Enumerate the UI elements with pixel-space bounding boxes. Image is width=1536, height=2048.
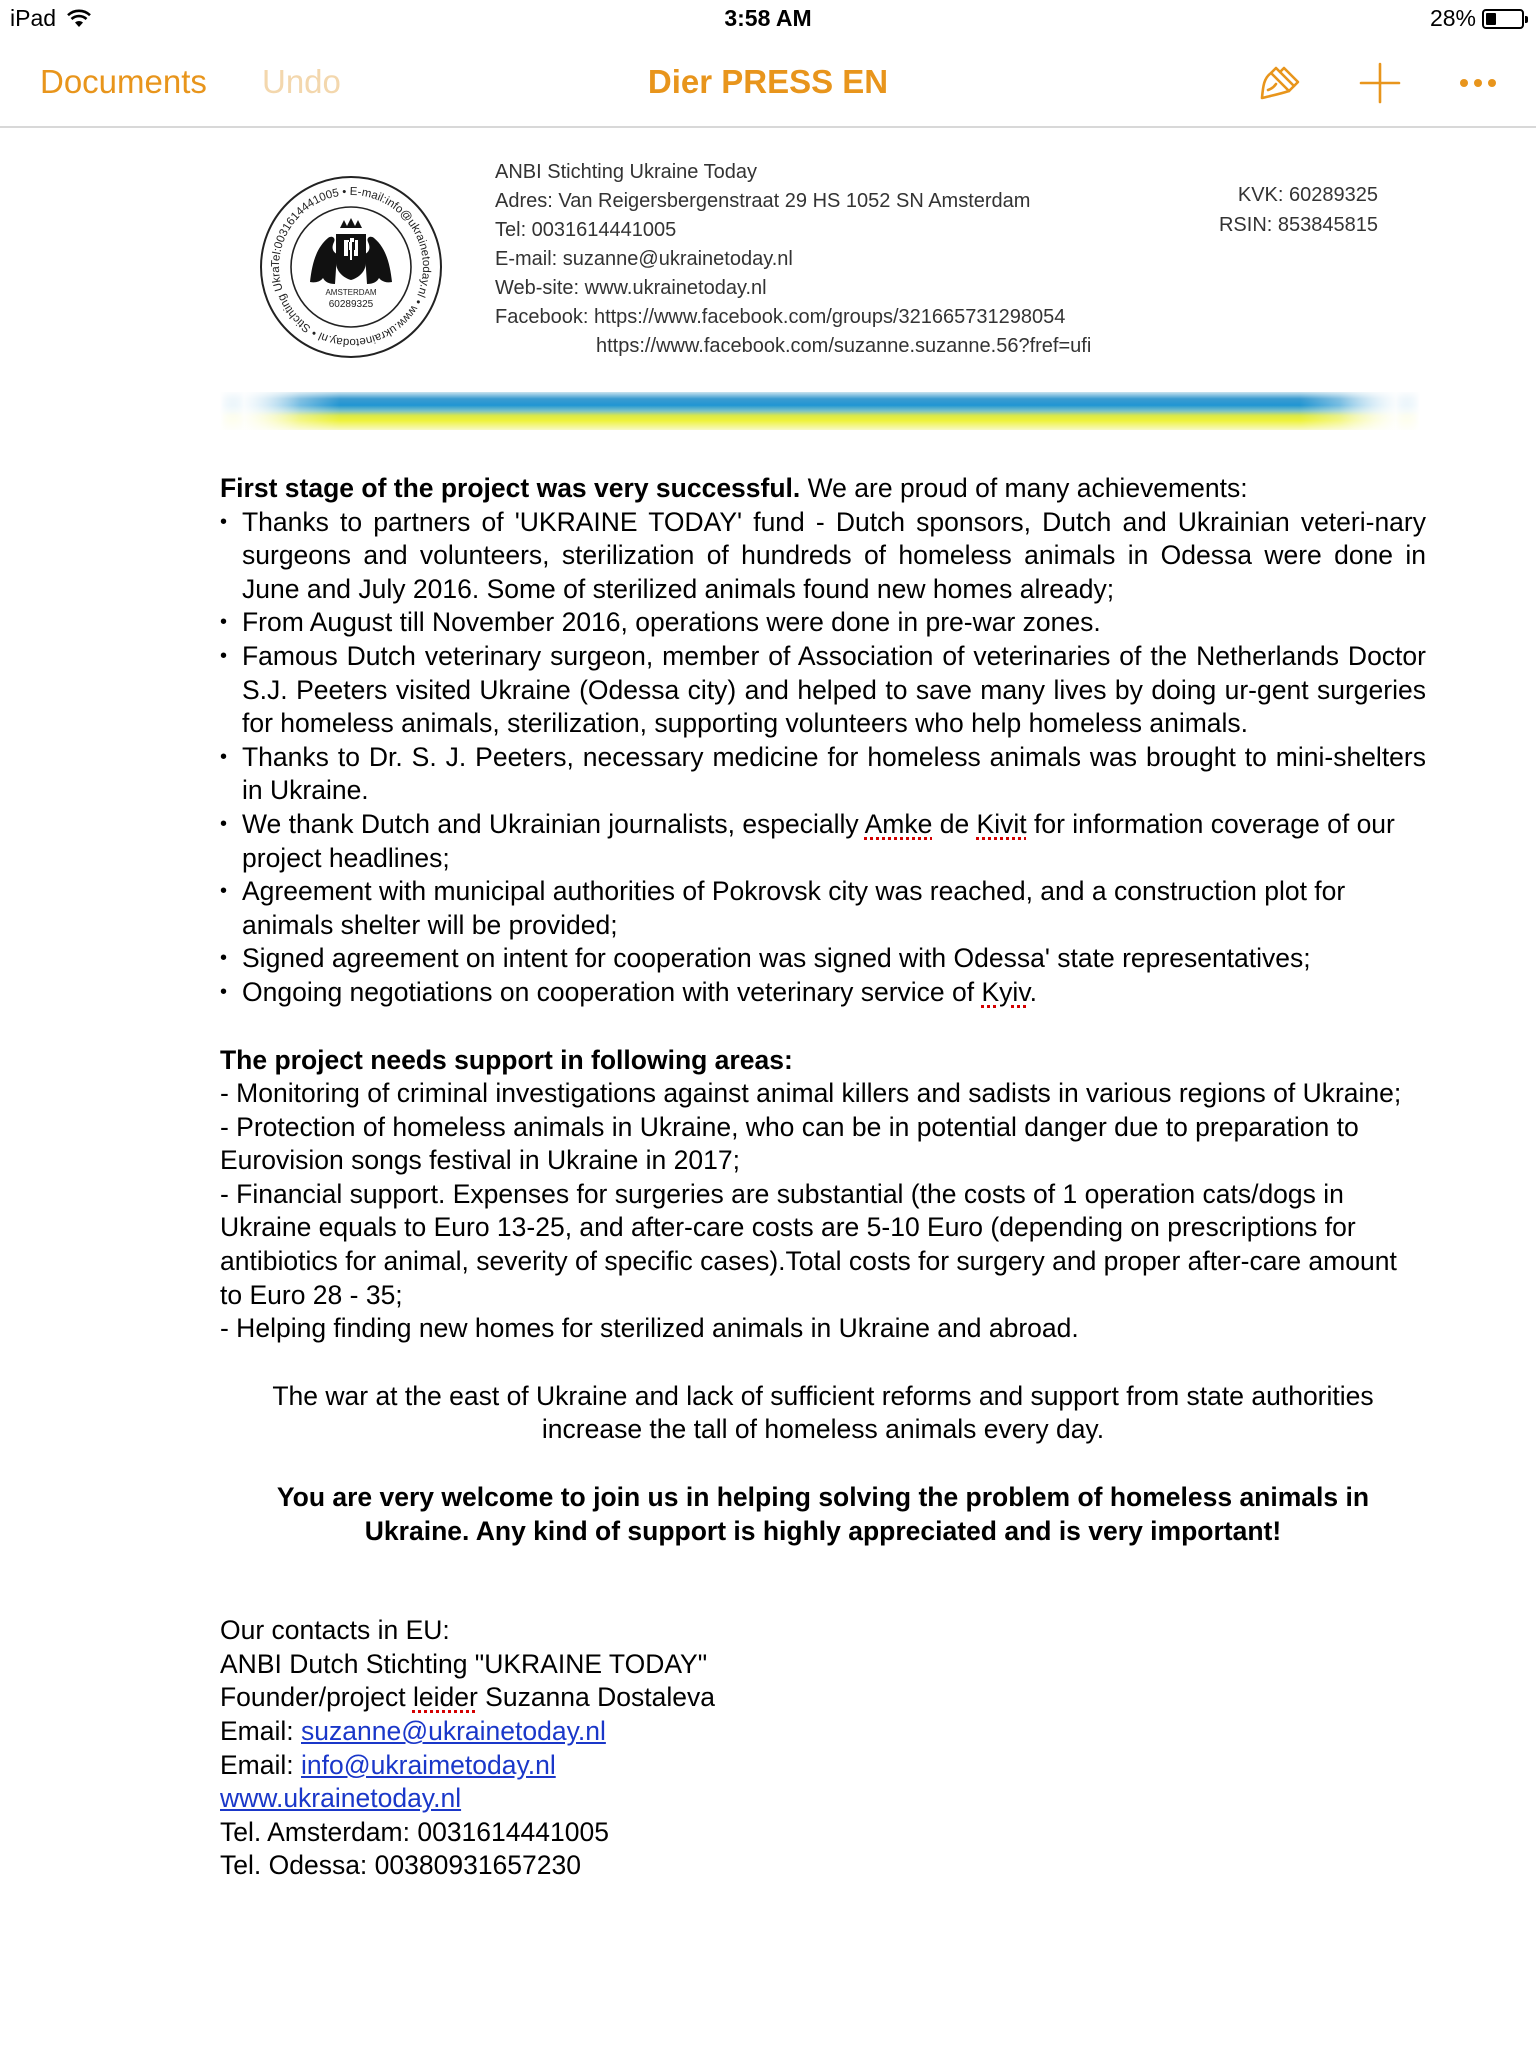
organization-seal — [258, 174, 444, 360]
email-link-info[interactable]: info@ukraimetoday.nl — [301, 1749, 556, 1780]
needs-heading: The project needs support in following areas: — [220, 1044, 793, 1075]
misspelled-word[interactable]: Kivit — [976, 808, 1027, 839]
list-item: • Thanks to partners of 'UKRAINE TODAY' fund - Dutch sponsors, Dutch and Ukrainian veteri-nary surgeons and volunteers, sterilization of hundreds of homeless animals in Odessa were done in June and July 2016. Some of sterilized animals found new homes already; — [220, 506, 1426, 607]
more-button[interactable] — [1453, 58, 1503, 108]
welcome-statement: You are very welcome to join us in helping solving the problem of homeless animals in Ukraine. Any kind of support is highly appreciated and is very important! — [276, 1482, 1370, 1546]
kvk-number: KVK: 60289325 — [1237, 184, 1378, 206]
intro-rest: We are proud of many achievements: — [800, 473, 1248, 503]
document-body[interactable] — [220, 472, 1426, 1883]
need-item: - Monitoring of criminal investigations against animal killers and sadists in various regions of Ukraine; — [220, 1078, 1402, 1109]
website-link[interactable]: www.ukrainetoday.nl — [220, 1783, 462, 1814]
need-item: - Financial support. Expenses for surgeries are substantial (the costs of 1 operation cats/dogs in Ukraine equals to Euro 13-25, and after-care costs are 5-10 Euro (depending on prescriptions for antibiotics for animal, severity of specific cases).Total costs for surgery and proper after-care amount to Euro 28 - 35; — [220, 1178, 1397, 1310]
list-item: • Famous Dutch veterinary surgeon, member of Association of veterinaries of the Netherlands Doctor S.J. Peeters visited Ukraine (Odessa city) and helped to save many lives by doing ur-gent surgeries for homeless animals, sterilization, supporting volunteers who help homeless animals. — [220, 640, 1426, 741]
achievements-list — [220, 506, 1426, 1010]
org-email: E-mail: suzanne@ukrainetoday.nl — [495, 248, 793, 270]
status-right — [1430, 5, 1524, 32]
misspelled-word[interactable]: leider — [412, 1682, 478, 1713]
list-item: • Agreement with municipal authorities of Pokrovsk city was reached, and a construction plot for animals shelter will be provided; — [220, 875, 1426, 942]
registration-info — [1212, 180, 1378, 240]
intro-bold: First stage of the project was very successful. — [220, 473, 801, 503]
need-item: - Protection of homeless animals in Ukraine, who can be in potential danger due to preparation to Eurovision songs festival in Ukraine in 2017; — [220, 1111, 1359, 1176]
org-facebook-2: https://www.facebook.com/suzanne.suzanne.56?fref=ufi — [596, 335, 1092, 357]
list-item: • From August till November 2016, operations were done in pre-war zones. — [220, 606, 1426, 640]
war-statement: The war at the east of Ukraine and lack of sufficient reforms and support from state authorities increase the tall of homeless animals every day. — [272, 1380, 1374, 1445]
toolbar — [0, 40, 1536, 128]
more-icon — [1456, 76, 1500, 90]
org-name: ANBI Stichting Ukraine Today — [495, 161, 757, 183]
battery-fill — [1486, 13, 1496, 25]
device-name: iPad — [10, 5, 57, 31]
need-item: - Helping finding new homes for sterilized animals in Ukraine and abroad. — [220, 1313, 1079, 1344]
battery-icon — [1482, 9, 1524, 29]
add-button[interactable] — [1355, 58, 1405, 108]
org-tel: Tel: 0031614441005 — [495, 219, 677, 241]
paintbrush-icon — [1256, 60, 1302, 106]
contacts-founder: Founder/project leider Suzanna Dostaleva — [220, 1682, 715, 1713]
svg-text:60289325: 60289325 — [328, 299, 374, 310]
contacts-section — [220, 1614, 1426, 1883]
list-item: • Signed agreement on intent for cooperation was signed with Odessa' state representatives; — [220, 942, 1426, 976]
list-item: • We thank Dutch and Ukrainian journalists, especially Amke de Kivit for information coverage of our project headlines; — [220, 808, 1426, 875]
header-gradient-divider — [220, 392, 1420, 430]
contacts-email-2: Email: info@ukraimetoday.nl — [220, 1749, 556, 1780]
svg-text:AMSTERDAM: AMSTERDAM — [325, 288, 377, 297]
list-item: • Thanks to Dr. S. J. Peeters, necessary medicine for homeless animals was brought to mini-shelters in Ukraine. — [220, 741, 1426, 808]
org-facebook-1: Facebook: https://www.facebook.com/groups/321665731298054 — [495, 306, 1066, 328]
contacts-tel-odessa: Tel. Odessa: 00380931657230 — [220, 1850, 581, 1881]
contacts-tel-amsterdam: Tel. Amsterdam: 0031614441005 — [220, 1816, 609, 1847]
contacts-website — [220, 1782, 1426, 1816]
rsin-number: RSIN: 853845815 — [1218, 214, 1378, 236]
documents-button[interactable]: Documents — [40, 63, 207, 100]
status-bar — [0, 0, 1536, 40]
contacts-heading: Our contacts in EU: — [220, 1615, 450, 1646]
letterhead-contacts — [495, 158, 1091, 361]
seal-ring-text: Tel:0031614441005 • E-mail:info@ukrainetoday.nl • www.ukrainetoday.nl • Stichting Ukra — [269, 185, 433, 349]
misspelled-word[interactable]: Kyiv — [981, 976, 1030, 1007]
document-title[interactable]: Dier PRESS EN — [647, 63, 889, 100]
paintbrush-button[interactable] — [1254, 58, 1304, 108]
status-time: 3:58 AM — [724, 5, 812, 31]
list-item: • Ongoing negotiations on cooperation with veterinary service of Kyiv. — [220, 976, 1426, 1010]
battery-percent: 28% — [1429, 5, 1476, 31]
undo-button[interactable]: Undo — [262, 63, 341, 100]
email-link-suzanne[interactable]: suzanne@ukrainetoday.nl — [301, 1716, 606, 1746]
org-address: Adres: Van Reigersbergenstraat 29 HS 1052 SN Amsterdam — [495, 190, 1031, 212]
contacts-org: ANBI Dutch Stichting "UKRAINE TODAY" — [220, 1648, 708, 1679]
plus-icon — [1358, 61, 1402, 105]
misspelled-word[interactable]: Amke — [864, 808, 933, 839]
contacts-email-1: Email: suzanne@ukrainetoday.nl — [220, 1716, 606, 1746]
org-website: Web-site: www.ukrainetoday.nl — [495, 277, 767, 299]
intro-paragraph — [220, 472, 1426, 506]
